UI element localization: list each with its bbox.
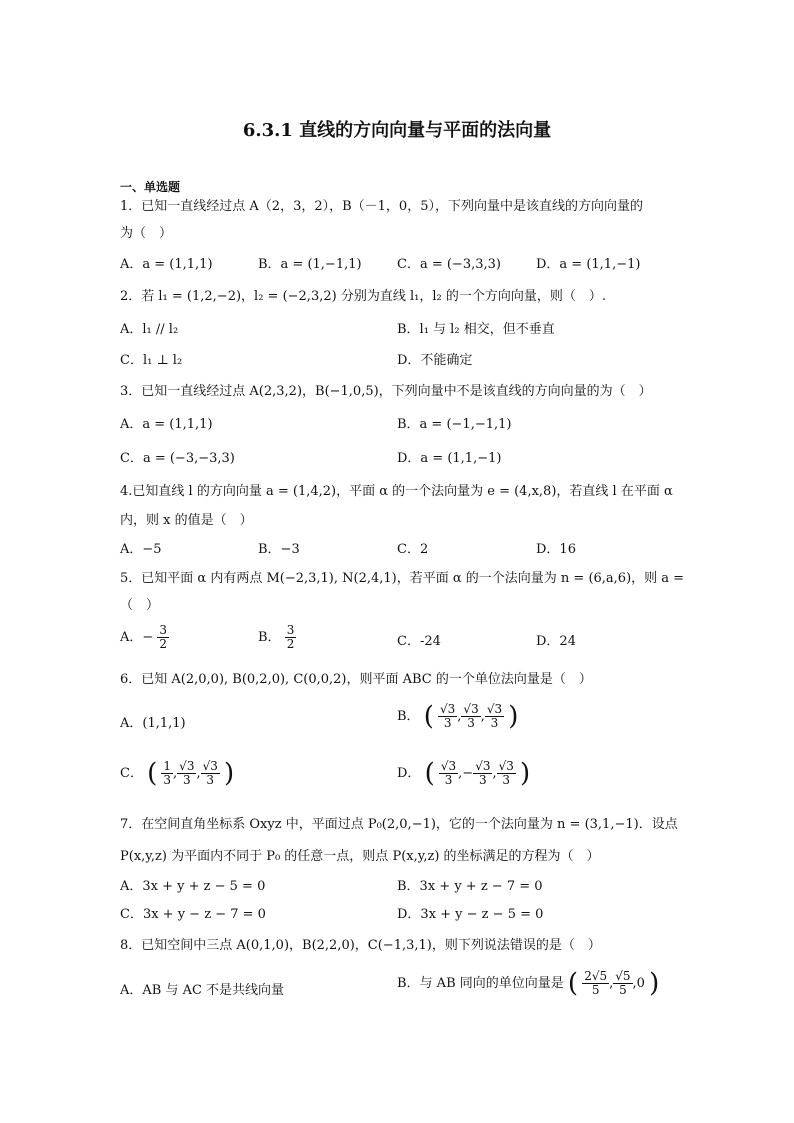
q6-b-label: B． [397,709,420,724]
q6-option-a[interactable]: A．(1,1,1) [120,716,186,731]
q3-option-d[interactable]: D．a = (1,1,−1) [397,451,502,466]
q3-option-a[interactable]: A．a = (1,1,1) [120,417,213,432]
q5-a-denominator: 2 [159,637,168,651]
q6-stem: 6．已知 A(2,0,0), B(0,2,0), C(0,0,2)，则平面 ABC 的一个单位法向量是（ ） [120,672,592,687]
q6-d-lparen: ( [424,758,435,789]
q6-b-frac-2: $\frac{√3}{3}$ [463,702,479,730]
q5-stem-line-1: 5．已知平面 α 内有两点 M(−2,3,1), N(2,4,1)，若平面 α 的一个法向量为 n = (6,a,6)，则 a = [120,571,685,586]
q5-a-prefix: A．− [120,630,154,645]
q7-stem-line-2: P(x,y,z) 为平面内不同于 P₀ 的任意一点，则点 P(x,y,z) 的坐标满足的方程为（ ） [120,849,600,864]
q1-stem-line-2: 为（ ） [120,226,173,241]
q3-option-b[interactable]: B．a = (−1,−1,1) [397,417,512,432]
page-title: 6.3.1 直线的方向向量与平面的法向量 [242,120,552,141]
q8-b-text: B．与 AB 同向的单位向量是 [397,976,564,991]
q5-option-c[interactable]: C．-24 [397,634,441,649]
q8-b-lparen: ( [567,968,579,999]
q7-option-c[interactable]: C．3x + y − z − 7 = 0 [120,907,266,922]
q6-b-lparen: ( [423,701,434,732]
q6-b-rparen: ) [508,701,519,732]
q8-stem: 8．已知空间中三点 A(0,1,0)，B(2,2,0)，C(−1,3,1)，则下列说法错误的是（ ） [120,938,601,953]
q4-option-b[interactable]: B．−3 [258,542,300,557]
q6-d-label: D． [397,766,421,781]
q8-b-frac-1: $\frac{2√5}{5}$ [584,969,608,997]
q8-b-frac-2: $\frac{√5}{5}$ [615,969,631,997]
q1-option-c[interactable]: C．a = (−3,3,3) [397,257,501,272]
q3-stem: 3．已知一直线经过点 A(2,3,2)，B(−1,0,5)，下列向量中不是该直线的方向向量的为（ ） [120,384,652,399]
q8-option-a[interactable]: A．AB 与 AC 不是共线向量 [120,983,285,998]
q5-b-fraction [285,624,297,651]
q7-option-b[interactable]: B．3x + y + z − 7 = 0 [397,879,543,894]
q1-option-b[interactable]: B．a = (1,−1,1) [258,257,362,272]
section-heading: 一、单选题 [120,180,181,194]
q5-b-numerator: 3 [286,623,295,637]
q6-option-c[interactable]: C． ( $\frac{1}{3}$ , $\frac{√3}{3}$ , $\frac{√3}{3}$ ) [120,758,235,789]
q6-option-d[interactable]: D． ( $\frac{√3}{3}$ ,− $\frac{√3}{3}$ , $\frac{√3}{3}$ ) [397,758,531,789]
q4-stem-line-2: 内，则 x 的值是（ ） [120,513,253,528]
q5-b-denominator: 2 [286,637,295,651]
q6-d-frac-3: $\frac{√3}{3}$ [498,759,514,787]
q6-d-frac-2: $\frac{√3}{3}$ [475,759,491,787]
q6-c-frac-1: $\frac{1}{3}$ [163,759,172,787]
q4-option-d[interactable]: D．16 [536,542,576,557]
q8-option-b[interactable]: B．与 AB 同向的单位向量是 ( $\frac{2√5}{5}$ , $\frac{√5}{5}$ ,0 ) [397,968,660,999]
q3-option-c[interactable]: C．a = (−3,−3,3) [120,451,235,466]
q5-option-b[interactable] [258,624,296,651]
q7-option-a[interactable]: A．3x + y + z − 5 = 0 [120,879,266,894]
q2-option-a[interactable]: A．l₁ // l₂ [120,322,179,337]
q8-b-rparen: ) [649,968,660,999]
q6-d-rparen: ) [520,758,531,789]
q1-stem-line-1: 1．已知一直线经过点 A（2，3，2），B（－1，0，5），下列向量中是该直线的方向向量的 [120,199,643,214]
q5-option-d[interactable]: D．24 [536,634,576,649]
q1-option-a[interactable]: A．a = (1,1,1) [120,257,213,272]
q5-stem-line-2: （ ） [120,598,160,613]
q5-b-prefix: B． [258,630,281,645]
q6-d-frac-1: $\frac{√3}{3}$ [440,759,457,787]
q4-stem-line-1: 4.已知直线 l 的方向向量 a = (1,4,2)，平面 α 的一个法向量为 e = (4,x,8)，若直线 l 在平面 α [120,484,673,499]
q6-c-rparen: ) [224,758,235,789]
q2-option-b[interactable]: B．l₁ 与 l₂ 相交，但不垂直 [397,322,555,337]
q8-b-tail: ,0 [632,976,645,991]
q5-option-a[interactable] [120,624,169,651]
q5-a-numerator: 3 [159,623,168,637]
q2-option-d[interactable]: D．不能确定 [397,353,473,368]
q6-option-b[interactable]: B． ( $\frac{√3}{3}$ , $\frac{√3}{3}$ , $\frac{√3}{3}$ ) [397,701,519,732]
q6-b-frac-3: $\frac{√3}{3}$ [486,702,503,730]
q5-a-fraction [157,624,169,651]
q6-c-lparen: ( [147,758,158,789]
q2-stem: 2．若 l₁ = (1,2,−2)，l₂ = (−2,3,2) 分别为直线 l₁，l₂ 的一个方向向量，则（ ）. [120,289,606,304]
q6-c-frac-3: $\frac{√3}{3}$ [202,759,218,787]
q1-option-d[interactable]: D．a = (1,1,−1) [536,257,641,272]
q4-option-c[interactable]: C．2 [397,542,429,557]
q7-option-d[interactable]: D．3x + y − z − 5 = 0 [397,907,544,922]
q2-option-c[interactable]: C．l₁ ⊥ l₂ [120,353,183,368]
q6-c-label: C． [120,766,143,781]
q4-option-a[interactable]: A．−5 [120,542,162,557]
q6-b-frac-1: $\frac{√3}{3}$ [440,702,456,730]
q7-stem-line-1: 7．在空间直角坐标系 Oxyz 中，平面过点 P₀(2,0,−1)，它的一个法向量为 n = (3,1,−1)．设点 [120,817,678,832]
q6-c-frac-2: $\frac{√3}{3}$ [179,759,195,787]
